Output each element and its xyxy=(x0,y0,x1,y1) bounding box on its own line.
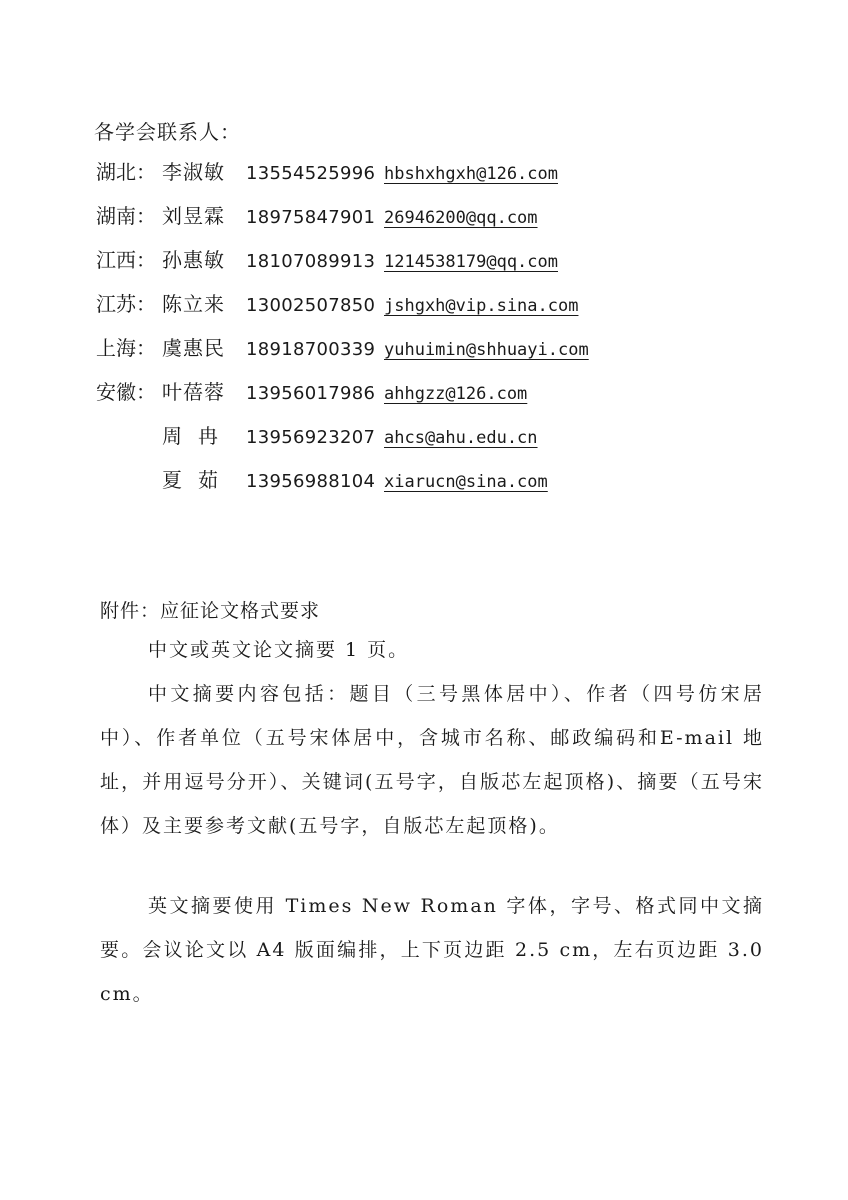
contact-region: 上海： xyxy=(96,336,156,360)
attachment-paragraph-1: 中文或英文论文摘要 1 页。 xyxy=(148,639,410,661)
contact-region: 湖北： xyxy=(96,160,156,184)
contact-email-link[interactable]: yuhuimin@shhuayi.com xyxy=(384,340,589,360)
contacts-heading: 各学会联系人： xyxy=(94,120,241,144)
contact-name: 虞惠民 xyxy=(162,336,225,360)
contact-row-jiangsu xyxy=(96,288,578,318)
contact-region: 湖南： xyxy=(96,204,156,228)
contact-email-link[interactable]: hbshxhgxh@126.com xyxy=(384,164,558,184)
contact-name: 李淑敏 xyxy=(162,160,225,184)
contact-name: 刘昱霖 xyxy=(162,204,225,228)
contact-phone: 18918700339 xyxy=(246,339,376,360)
contact-phone: 13554525996 xyxy=(246,163,376,184)
contact-email-link[interactable]: jshgxh@vip.sina.com xyxy=(384,296,579,316)
contact-row-hubei xyxy=(96,156,558,186)
contact-email-link[interactable]: xiarucn@sina.com xyxy=(384,472,548,492)
contact-row-anhui-3 xyxy=(96,464,548,494)
contact-name: 叶蓓蓉 xyxy=(162,380,225,404)
contact-name: 夏茹 xyxy=(162,468,234,492)
contact-row-anhui-2 xyxy=(96,420,538,450)
contact-phone: 18107089913 xyxy=(246,251,376,272)
contact-row-hunan xyxy=(96,200,538,230)
contact-name: 陈立来 xyxy=(162,292,225,316)
contact-row-anhui xyxy=(96,376,527,406)
contact-phone: 13956923207 xyxy=(246,427,376,448)
attachment-paragraph-2: 中文摘要内容包括：题目（三号黑体居中）、作者（四号仿宋居中）、作者单位（五号宋体居中，含城市名称、邮政编码和E-mail 地址，并用逗号分开）、关键词(五号字，自版芯左起顶格)、摘要（五号宋体）及主要参考文献(五号字，自版芯左起顶格)。 xyxy=(100,683,764,837)
contact-email-link[interactable]: ahhgzz@126.com xyxy=(384,384,528,404)
contact-email-link[interactable]: ahcs@ahu.edu.cn xyxy=(384,428,538,448)
contact-phone: 13956017986 xyxy=(246,383,376,404)
attachment-paragraph-3: 英文摘要使用 Times New Roman 字体，字号、格式同中文摘要。会议论文以 A4 版面编排，上下页边距 2.5 cm，左右页边距 3.0 cm。 xyxy=(100,895,764,1005)
contact-email-link[interactable]: 26946200@qq.com xyxy=(384,208,538,228)
contact-name: 孙惠敏 xyxy=(162,248,225,272)
contact-phone: 13002507850 xyxy=(246,295,376,316)
contact-phone: 13956988104 xyxy=(246,471,376,492)
contact-region: 安徽： xyxy=(96,380,156,404)
contact-row-jiangxi xyxy=(96,244,558,274)
contact-name: 周冉 xyxy=(162,424,234,448)
attachment-heading: 附件：应征论文格式要求 xyxy=(100,600,321,622)
contact-region: 江西： xyxy=(96,248,156,272)
contact-region: 江苏： xyxy=(96,292,156,316)
contact-row-shanghai xyxy=(96,332,589,362)
contact-phone: 18975847901 xyxy=(246,207,376,228)
contact-email-link[interactable]: 1214538179@qq.com xyxy=(384,252,558,272)
